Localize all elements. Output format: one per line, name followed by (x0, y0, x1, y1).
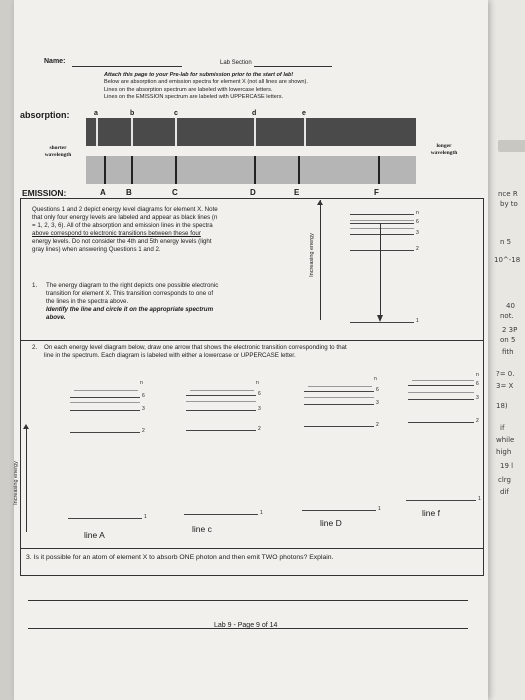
emission-line-D[interactable] (254, 156, 256, 184)
side-note: not. (500, 312, 514, 320)
emission-line-E[interactable] (298, 156, 300, 184)
diagram-line-c[interactable] (170, 368, 264, 548)
energy-axis (320, 200, 321, 320)
absorption-line-a[interactable] (96, 118, 98, 146)
level-label: 2 (376, 422, 379, 428)
instruction-line: Lines on the absorption spectrum are labeled with lowercase letters. (104, 86, 273, 93)
side-note: 18) (496, 402, 508, 410)
level-label: 3 (476, 395, 479, 401)
energy-axis (26, 428, 27, 532)
level-gray (304, 397, 374, 398)
intro-line: Questions 1 and 2 depict energy level diagrams for element X. Note (32, 206, 218, 213)
longer-wavelength-label (422, 143, 466, 157)
wavelength-label: wavelength (44, 152, 72, 158)
q2-number: 2. (32, 344, 38, 351)
absorption-letter: c (174, 110, 178, 117)
level-n (350, 214, 414, 215)
instruction-line: Attach this page to your Pre-lab for submission prior to the start of lab! (104, 72, 294, 78)
level-gray (70, 402, 140, 403)
level-label: 1 (378, 506, 381, 512)
side-note: fith (502, 348, 514, 356)
intro-line: above correspond to electronic transitions between these four (32, 230, 201, 237)
level-label: 3 (142, 406, 145, 412)
side-note: 3= X (496, 382, 514, 390)
level-label: 3 (258, 406, 261, 412)
absorption-letters (86, 110, 416, 118)
q2-line: line in the spectrum. Each diagram is labeled with either a lowercase or UPPERCASE letter. (44, 352, 296, 359)
level-2 (350, 250, 414, 251)
emission-letter: F (374, 188, 379, 197)
q1-line: transition for element X. This transition corresponds to one of (46, 290, 214, 297)
intro-line: energy levels. Do not consider the 4th and 5th energy levels (light (32, 238, 212, 245)
q2-line: On each energy level diagram below, draw one arrow that shows the electronic transition corresponding to that (44, 344, 347, 351)
absorption-line-d[interactable] (254, 118, 256, 146)
axis-label: Increasing energy (308, 233, 315, 277)
q1-line: The energy diagram to the right depicts one possible electronic (46, 282, 219, 289)
level-label: n (476, 372, 479, 378)
level-2 (70, 432, 140, 433)
level-6 (408, 385, 474, 386)
emission-letter: B (126, 188, 132, 197)
level-6 (186, 395, 256, 396)
q1-number: 1. (32, 282, 38, 289)
level-1 (184, 514, 258, 515)
lab-section-field[interactable] (254, 66, 332, 67)
axis-label: Increasing energy (12, 461, 19, 505)
level-label: 2 (142, 428, 145, 434)
divider (20, 548, 484, 549)
q1-line: the lines in the spectra above. (46, 298, 129, 305)
divider (20, 340, 484, 341)
level-label: 6 (476, 381, 479, 387)
side-note: on 5 (500, 336, 516, 344)
instruction-line: Lines on the EMISSION spectrum are labeled with UPPERCASE letters. (104, 94, 284, 101)
intro-line: gray lines) when answering Questions 1 and 2. (32, 246, 161, 253)
diagram-line-A[interactable] (54, 368, 148, 548)
absorption-letter: d (252, 110, 257, 117)
level-label: 3 (416, 230, 419, 236)
q12-intro (32, 206, 312, 254)
level-label: 6 (416, 219, 419, 225)
level-3 (304, 404, 374, 405)
level-gray (308, 386, 372, 387)
level-1 (68, 518, 142, 519)
emission-label: EMISSION: (22, 188, 67, 198)
level-6 (70, 397, 140, 398)
level-2 (304, 426, 374, 427)
absorption-label: absorption: (20, 110, 70, 120)
q1-emphasis: above. (46, 314, 66, 321)
side-note: 40 (506, 302, 515, 310)
emission-line-B[interactable] (131, 156, 133, 184)
level-label: 1 (416, 318, 419, 324)
side-note: clrg (498, 476, 511, 484)
level-label: 1 (478, 496, 481, 502)
shorter-wavelength-label (36, 145, 80, 159)
q1-emphasis: Identify the line and circle it on the appropriate spectrum (46, 306, 214, 313)
emission-letter: E (294, 188, 300, 197)
transition-arrow (380, 223, 381, 315)
instructions (104, 72, 424, 102)
diagram-label: line f (422, 508, 440, 518)
level-label: 1 (144, 514, 147, 520)
page-number: Lab 9 - Page 9 of 14 (214, 622, 278, 629)
side-note: while (496, 436, 515, 444)
level-label: n (374, 376, 377, 382)
level-3 (70, 410, 140, 411)
level-gray (190, 390, 254, 391)
absorption-line-c[interactable] (175, 118, 177, 146)
energy-diagram-1 (310, 200, 430, 335)
q2-diagrams (12, 368, 484, 548)
side-note: dif (500, 488, 509, 496)
level-label: n (140, 380, 143, 386)
level-label: 6 (142, 393, 145, 399)
emission-spectrum (86, 156, 416, 184)
intro-line: = 1, 2, 3, 6). All of the absorption and emission lines in the spectra (32, 222, 213, 229)
page-tab (498, 140, 525, 152)
level-label: 6 (376, 387, 379, 393)
level-label: 2 (416, 246, 419, 252)
level-label: n (256, 380, 259, 386)
intro-line: that only four energy levels are labeled and appear as black lines (n (32, 214, 218, 221)
worksheet-page (14, 0, 488, 700)
absorption-letter: a (94, 110, 98, 117)
side-note: 10^-18 (494, 256, 521, 264)
absorption-letter: e (302, 110, 306, 117)
diagram-line-D[interactable] (288, 368, 382, 548)
level-1 (350, 322, 414, 323)
level-gray (186, 401, 256, 402)
level-label: 2 (258, 426, 261, 432)
question-2 (32, 344, 482, 360)
level-3 (408, 399, 474, 400)
level-6 (350, 223, 414, 224)
level-label: 6 (258, 391, 261, 397)
level-2 (186, 430, 256, 431)
diagram-line-f[interactable] (392, 368, 486, 548)
emission-line-F[interactable] (378, 156, 380, 184)
side-note: nce R (498, 190, 518, 198)
level-3 (350, 234, 414, 235)
emission-line-C[interactable] (175, 156, 177, 184)
absorption-spectrum (86, 118, 416, 146)
level-gray (408, 392, 474, 393)
emission-letter: C (172, 188, 178, 197)
shorter-label: shorter (49, 145, 67, 151)
level-gray (350, 220, 414, 221)
answer-line[interactable] (28, 600, 468, 601)
diagram-label: line A (84, 530, 105, 540)
emission-letter: A (100, 188, 106, 197)
level-1 (406, 500, 476, 501)
diagram-label: line D (320, 518, 342, 528)
absorption-line-b[interactable] (131, 118, 133, 146)
question-3: 3. Is it possible for an atom of element X to absorb ONE photon and then emit TWO photons? Explain. (26, 554, 334, 561)
absorption-letter: b (130, 110, 135, 117)
level-gray (350, 228, 414, 229)
side-note: if (500, 424, 505, 432)
axis-arrow-icon (23, 424, 29, 429)
instruction-line: Below are absorption and emission spectra for element X (not all lines are shown). (104, 79, 308, 86)
arrow-down-icon (377, 315, 383, 322)
emission-line-A[interactable] (104, 156, 106, 184)
level-gray (74, 390, 138, 391)
lab-section-label: Lab Section (220, 60, 252, 66)
level-label: 1 (260, 510, 263, 516)
level-label: 3 (376, 400, 379, 406)
level-2 (408, 422, 474, 423)
level-6 (304, 391, 374, 392)
question-1 (32, 282, 312, 322)
absorption-line-e[interactable] (304, 118, 306, 146)
longer-label: longer (436, 143, 452, 149)
emission-letter: D (250, 188, 256, 197)
name-label: Name: (44, 58, 66, 65)
level-3 (186, 410, 256, 411)
wavelength-label: wavelength (430, 150, 458, 156)
level-label: 2 (476, 418, 479, 424)
name-field[interactable] (72, 66, 182, 67)
side-note: n 5 (500, 238, 512, 246)
side-note: by to (500, 200, 518, 208)
side-note: high (496, 448, 512, 456)
side-note: 2 3P (502, 326, 518, 334)
side-note: 19 l (500, 462, 514, 470)
level-1 (302, 510, 376, 511)
level-label: n (416, 210, 419, 216)
side-note: ?= 0. (496, 370, 515, 378)
emission-letters (86, 188, 416, 197)
diagram-label: line c (192, 524, 212, 534)
level-gray (412, 380, 474, 381)
axis-arrow-icon (317, 200, 323, 205)
